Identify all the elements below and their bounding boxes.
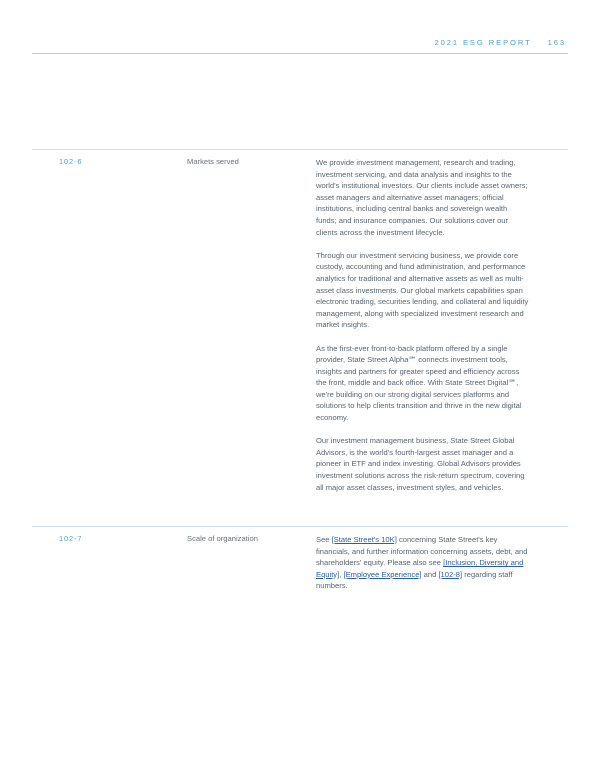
inclusion-diversity-equity-link[interactable]: [Inclusion, Diversity and Equity] (316, 558, 524, 579)
disclosure-description (316, 534, 530, 592)
paragraph: As the first-ever front-to-back platform offered by a single provider, State Street Alpha℠ connects investment tools, insights and partners for greater speed and efficiency across the front, middle and back office. With State Street Digital℠, we're building on our strong digital services platforms and solutions to help clients transition and thrive in the new digital economy. (316, 343, 522, 423)
disclosure-code: 102-6 (59, 157, 83, 166)
paragraph: Through our investment servicing business, we provide core custody, accounting and fund administration, and performance analytics for traditional and alternative assets as well as multi-asset class investments. Our global markets capabilities span electronic trading, securities lending, and collateral and liquidity management, along with specialized investment research and market insights. (316, 250, 529, 330)
paragraph: See [State Street's 10K] concerning State Street's key financials, and further information concerning assets, debt, and shareholders' equity. Please also see [Inclusion, Diversity and Equity], [Employee Experience] and [102-8] regarding staff numbers. (316, 535, 528, 591)
page-number: 163 (547, 38, 566, 47)
employee-experience-link[interactable]: [Employee Experience] (343, 569, 422, 579)
paragraph: Our investment management business, State Street Global Advisors, is the world's fourth-largest asset manager and a pioneer in ETF and index investing. Global Advisors provides investment solutions across the risk-return spectrum, covering all major asset classes, investment styles, and vehicles. (316, 436, 525, 492)
disclosure-code: 102-7 (59, 534, 83, 543)
state-street-10k-link[interactable]: [State Street's 10K] (331, 535, 397, 544)
row-divider (32, 526, 568, 527)
page-header (434, 38, 566, 47)
disclosure-label: Scale of organization (187, 534, 258, 543)
disclosure-description (316, 157, 530, 493)
paragraph: We provide investment management, research and trading, investment servicing, and data analysis and insights to the world's institutional investors. Our clients include asset owners; asset managers and alternative asset managers; official institutions, including central banks and sovereign wealth funds; and insurance companies. Our solutions cover our clients across the investment lifecycle. (316, 158, 528, 237)
report-title: 2021 ESG REPORT (434, 38, 532, 47)
header-divider (32, 53, 568, 54)
disclosure-label: Markets served (187, 157, 239, 166)
gri-102-8-link[interactable]: [102-8] (438, 569, 463, 579)
row-divider (32, 149, 568, 150)
